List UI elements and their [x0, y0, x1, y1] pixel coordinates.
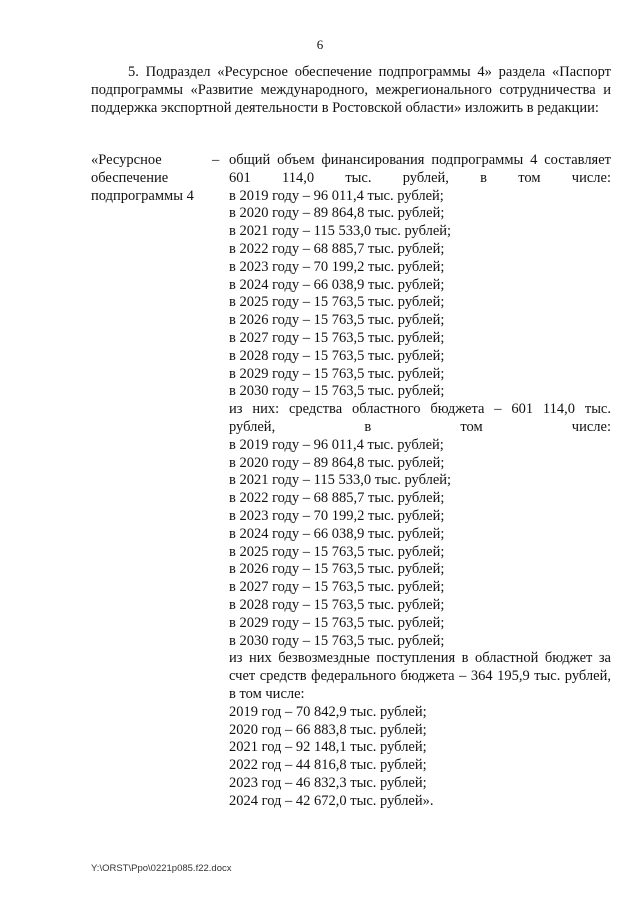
year-amount-line: в 2024 году – 66 038,9 тыс. рублей; [229, 276, 445, 293]
year-amount-line: 2023 год – 46 832,3 тыс. рублей; [229, 774, 427, 791]
year-amount-line: в 2022 году – 68 885,7 тыс. рублей; [229, 240, 445, 257]
year-amount-line: в 2023 году – 70 199,2 тыс. рублей; [229, 507, 445, 524]
year-amount-line: в 2020 году – 89 864,8 тыс. рублей; [229, 454, 445, 471]
year-amount-line: в 2028 году – 15 763,5 тыс. рублей; [229, 347, 445, 364]
year-amount-line: в 2023 году – 70 199,2 тыс. рублей; [229, 258, 445, 275]
federal-by-year-list [229, 704, 611, 811]
regional-by-year-list [229, 437, 611, 651]
year-amount-line: в 2030 году – 15 763,5 тыс. рублей; [229, 383, 445, 400]
federal-budget-text: из них безвозмездные поступления в областной бюджет за счет средств федерального бюджета – 364 195,9 тыс. рублей, в том числе: [229, 650, 611, 702]
year-amount-line: в 2026 году – 15 763,5 тыс. рублей; [229, 561, 445, 578]
file-path-footer: Y:\ORST\Ppo\0221p085.f22.docx [91, 863, 232, 874]
year-amount-line: в 2019 году – 96 011,4 тыс. рублей; [229, 187, 444, 204]
year-amount-line: 2019 год – 70 842,9 тыс. рублей; [229, 703, 427, 720]
page-number: 6 [316, 37, 324, 52]
funding-content [229, 152, 611, 810]
year-amount-line: 2024 год – 42 672,0 тыс. рублей». [229, 792, 434, 809]
year-amount-line: в 2022 году – 68 885,7 тыс. рублей; [229, 490, 445, 507]
regional-budget-text: из них: средства областного бюджета – 601 114,0 тыс. рублей, в том числе: [229, 401, 611, 435]
section-label: «Ресурсное обеспечение подпрограммы 4 [91, 152, 194, 204]
year-amount-line: в 2021 году – 115 533,0 тыс. рублей; [229, 472, 452, 489]
total-funding-text: общий объем финансирования подпрограммы 4 составляет 601 114,0 тыс. рублей, в том числе: [229, 152, 611, 186]
label-dash: – [212, 152, 220, 168]
year-amount-line: в 2021 году – 115 533,0 тыс. рублей; [229, 223, 452, 240]
year-amount-line: в 2020 году – 89 864,8 тыс. рублей; [229, 205, 445, 222]
year-amount-line: в 2030 году – 15 763,5 тыс. рублей; [229, 632, 445, 649]
total-by-year-list [229, 188, 611, 402]
year-amount-line: в 2027 году – 15 763,5 тыс. рублей; [229, 579, 445, 596]
year-amount-line: в 2019 году – 96 011,4 тыс. рублей; [229, 436, 444, 453]
year-amount-line: в 2029 году – 15 763,5 тыс. рублей; [229, 614, 445, 631]
year-amount-line: 2021 год – 92 148,1 тыс. рублей; [229, 739, 427, 756]
year-amount-line: 2022 год – 44 816,8 тыс. рублей; [229, 757, 427, 774]
intro-paragraph: 5. Подраздел «Ресурсное обеспечение подпрограммы 4» раздела «Паспорт подпрограммы «Развитие международного, межрегионального сотрудничества и поддержка экспортной деятельности в Ростовской области» изложить в редакции: [91, 64, 611, 117]
year-amount-line: в 2028 году – 15 763,5 тыс. рублей; [229, 596, 445, 613]
year-amount-line: в 2027 году – 15 763,5 тыс. рублей; [229, 329, 445, 346]
year-amount-line: в 2025 году – 15 763,5 тыс. рублей; [229, 294, 445, 311]
year-amount-line: в 2029 году – 15 763,5 тыс. рублей; [229, 365, 445, 382]
year-amount-line: в 2024 году – 66 038,9 тыс. рублей; [229, 525, 445, 542]
year-amount-line: в 2025 году – 15 763,5 тыс. рублей; [229, 543, 445, 560]
year-amount-line: в 2026 году – 15 763,5 тыс. рублей; [229, 312, 445, 329]
year-amount-line: 2020 год – 66 883,8 тыс. рублей; [229, 721, 427, 738]
